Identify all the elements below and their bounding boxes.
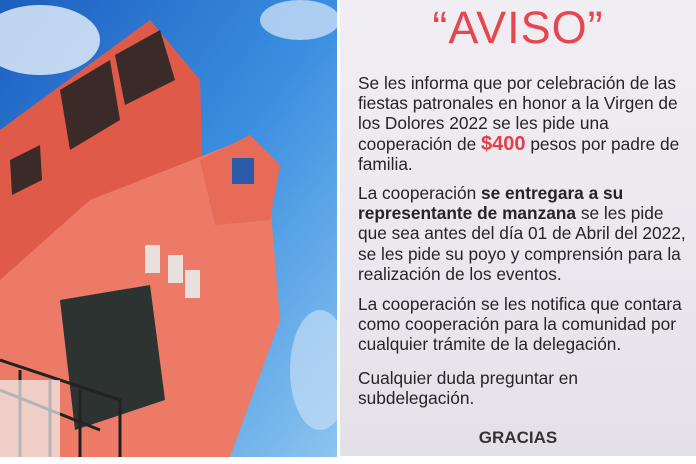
notice-sheet [340, 0, 696, 456]
amount: $400 [481, 132, 526, 155]
paragraph-1-rest: pesos por padre de familia. [358, 133, 680, 174]
paragraph-2-a: La cooperación [358, 183, 477, 203]
paragraph-2-c: se les pide que sea antes del día 01 de Abril del 2022, se les pide su poyo y comprensión para la realización de los eventos. [358, 203, 686, 284]
notice-title: “AVISO” [432, 2, 604, 53]
notice-thanks: GRACIAS [478, 428, 558, 447]
notice-paragraph-4: Cualquier duda preguntar en subdelegación. [358, 368, 579, 409]
paragraph-1-text: Se les informa que por celebración de las fiestas patronales en honor a la Virgen de los Dolores 2022 se les pide una cooperación de [358, 73, 678, 154]
paragraph-2-bold: se entregara a su representante de manzana [358, 183, 624, 224]
church-photo [0, 0, 337, 457]
notice-paragraph-2 [358, 183, 694, 284]
notice-paragraph-1 [358, 73, 694, 174]
notice-paragraph-3: La cooperación se les notifica que contara como cooperación para la comunidad por cualquier trámite de la delegación. [358, 294, 682, 355]
